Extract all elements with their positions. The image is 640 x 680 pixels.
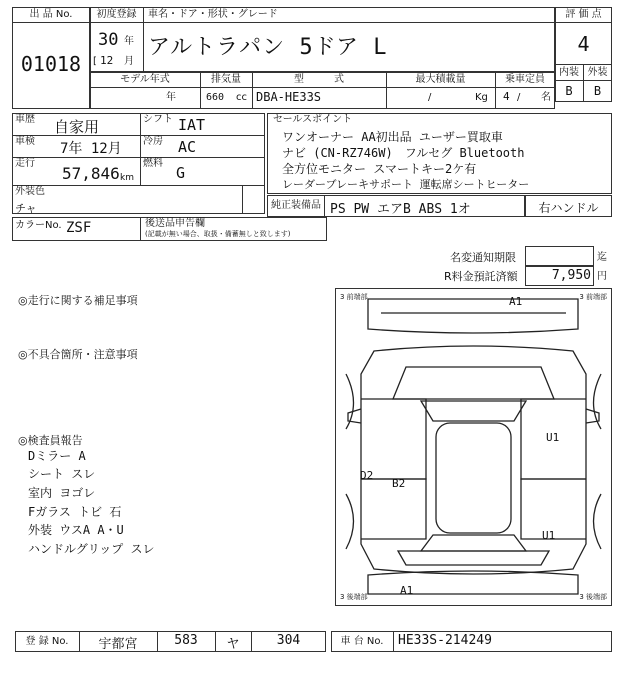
mileage-unit: km xyxy=(120,173,134,183)
fuel: G xyxy=(176,164,186,182)
capacity-slash: / xyxy=(517,92,521,103)
lot-no-label: 出 品 No. xyxy=(29,9,73,20)
max-load-label: 最大積載量 xyxy=(415,74,466,85)
aircon-label: 冷房 xyxy=(143,136,163,147)
displacement: 660 xyxy=(206,92,225,103)
color-no: ZSF xyxy=(66,220,92,236)
reg-area: 宇都宮 xyxy=(98,637,138,652)
first-reg-label: 初度登録 xyxy=(96,9,137,20)
usage: 自家用 xyxy=(54,118,100,136)
ext-color: チャ xyxy=(15,202,37,215)
inspector-line: ハンドルグリップ スレ xyxy=(28,542,155,556)
running-notes-title: ◎走行に関する補足事項 xyxy=(18,294,138,307)
damage-mark: A1 xyxy=(509,295,523,308)
capacity: 4 xyxy=(503,90,510,103)
max-load-slash: / xyxy=(428,92,432,103)
displacement-unit: cc xyxy=(236,92,247,103)
shift-label: シフト xyxy=(143,114,173,125)
reg-number: 304 xyxy=(276,633,301,648)
inspector-line: 外装 ウスA A・U xyxy=(28,523,124,537)
damage-mark: U1 xyxy=(546,431,560,444)
car-outline-diagram xyxy=(336,289,611,605)
score-label: 評 価 点 xyxy=(565,9,602,20)
aircon: AC xyxy=(178,138,197,156)
chassis-no: HE33S-214249 xyxy=(398,633,492,648)
first-reg-year: 30 xyxy=(98,30,119,50)
first-reg-month: 12 xyxy=(100,54,114,67)
steering: 右ハンドル xyxy=(538,201,599,215)
capacity-label: 乗車定員 xyxy=(505,74,545,85)
damage-mark: B2 xyxy=(392,477,406,490)
equipment-label: 純正装備品 xyxy=(271,200,321,211)
damage-mark: U1 xyxy=(542,529,556,542)
exterior-label: 外装 xyxy=(587,67,608,78)
name-change-label: 名変通知期限 xyxy=(450,251,516,264)
lot-no: 01018 xyxy=(20,52,82,76)
usage-label: 車歴 xyxy=(15,114,35,125)
max-load-unit: Kg xyxy=(475,92,488,103)
car-name-label: 車名・ドア・形状・グレード xyxy=(148,9,278,20)
sales-point-line: ナビ (CN-RZ746W) フルセグ Bluetooth xyxy=(282,146,525,160)
inspector-line: Fガラス トビ 石 xyxy=(28,505,122,519)
docs-note: (記載が無い場合、取扱・備蓄無しと致します) xyxy=(145,230,291,238)
month-bracket-open: [ xyxy=(93,56,97,67)
docs-label: 後送品申告欄 xyxy=(145,218,205,229)
capacity-unit: 名 xyxy=(541,92,551,103)
inspector-line: Dミラー A xyxy=(28,449,86,463)
name-change-value-box xyxy=(525,246,594,266)
damage-mark: A1 xyxy=(400,584,414,597)
inspector-line: シート スレ xyxy=(28,467,96,481)
interior-label: 内装 xyxy=(559,67,579,78)
shift: IAT xyxy=(178,116,206,134)
corner-rear-right: 3 後端部 xyxy=(579,593,607,601)
inspection: 7年 12月 xyxy=(60,141,122,157)
corner-front-left: 3 前端部 xyxy=(340,293,368,301)
recycle-label: R料金預託済額 xyxy=(444,270,518,283)
sales-point-line: ワンオーナー AA初出品 ユーザー買取車 xyxy=(282,130,503,144)
corner-rear-left: 3 後端部 xyxy=(340,593,368,601)
inspector-title: ◎検査員報告 xyxy=(18,434,83,447)
type-label: 型 式 xyxy=(294,74,344,85)
sales-point-line: 全方位モニター スマートキー2ケ有 xyxy=(282,162,477,176)
defects-title: ◎不具合箇所・注意事項 xyxy=(18,348,138,361)
exterior-grade: B xyxy=(593,84,602,98)
displacement-label: 排気量 xyxy=(211,74,241,85)
fuel-label: 燃料 xyxy=(143,158,163,169)
details-box xyxy=(12,113,265,214)
reg-class: 583 xyxy=(174,633,198,648)
chassis-label: 車 台 No. xyxy=(340,636,384,647)
sales-point-line: レーダーブレーキサポート 運転席シートヒーター xyxy=(282,178,530,191)
ext-color-label: 外装色 xyxy=(15,186,45,197)
corner-front-right: 3 前端部 xyxy=(579,293,607,301)
interior-grade: B xyxy=(565,84,573,98)
equipment-value: PS PW エアB ABS 1オ xyxy=(330,202,471,217)
year-unit: 年 xyxy=(124,36,134,47)
inspection-label: 車検 xyxy=(15,136,35,147)
model-year-label: モデル年式 xyxy=(120,74,170,85)
damage-mark: D2 xyxy=(360,469,374,482)
damage-diagram xyxy=(335,288,612,606)
recycle-value: 7,950 xyxy=(551,268,591,283)
model-type: DBA-HE33S xyxy=(256,90,322,104)
reg-kana: ヤ xyxy=(226,637,240,652)
mileage: 57,846 xyxy=(62,164,120,183)
car-name: アルトラパン 5ドア L xyxy=(148,35,388,60)
model-year-unit: 年 xyxy=(166,92,176,103)
score-value: 4 xyxy=(577,32,590,56)
mileage-label: 走行 xyxy=(15,158,35,169)
month-unit: 月 xyxy=(124,56,134,67)
name-change-unit: 迄 xyxy=(597,252,607,263)
inspector-line: 室内 ヨゴレ xyxy=(28,486,96,500)
recycle-unit: 円 xyxy=(597,271,607,282)
color-no-label: カラーNo. xyxy=(15,220,62,231)
reg-label: 登 録 No. xyxy=(25,636,69,647)
sales-points-label: セールスポイント xyxy=(273,114,353,125)
